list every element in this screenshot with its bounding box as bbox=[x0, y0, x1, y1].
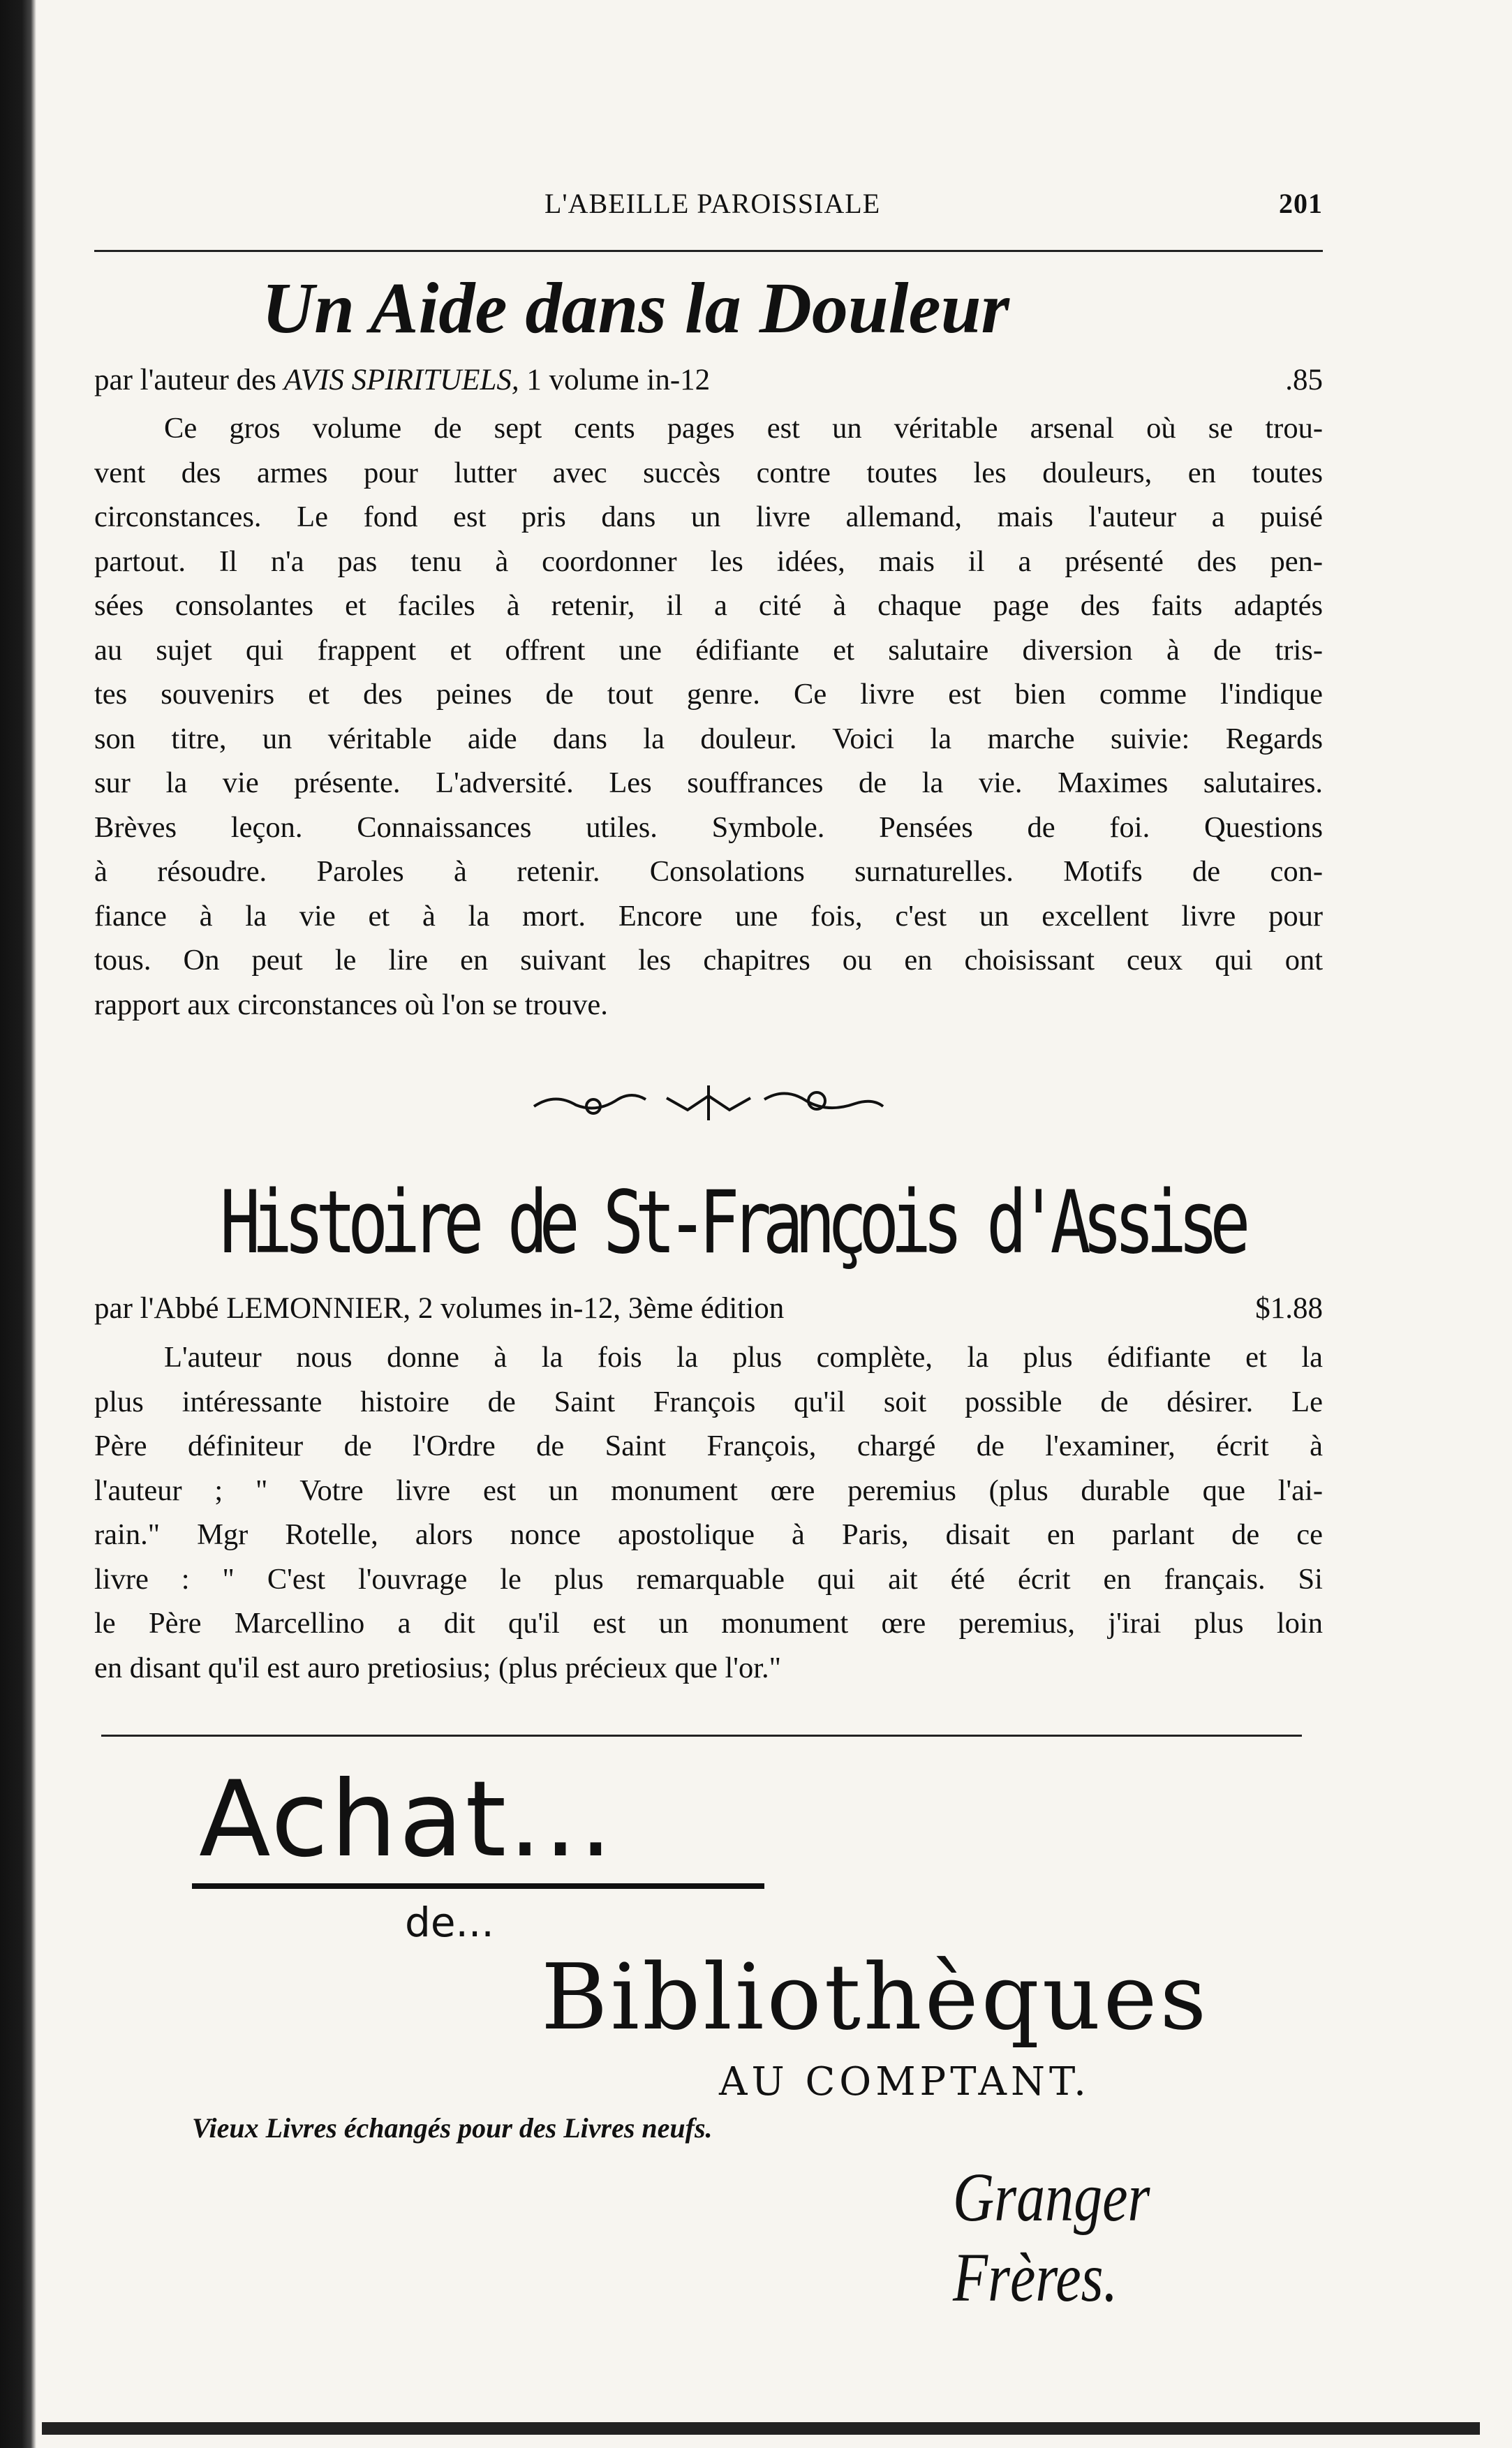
article2-line: plus intéressante histoire de Saint François qu'il soit possible de désirer. Le bbox=[94, 1385, 1323, 1418]
article1-title: Un Aide dans la Douleur bbox=[262, 268, 1010, 348]
ad-de: de... bbox=[405, 1899, 494, 1946]
article2-line: rain." Mgr Rotelle, alors nonce apostolique à Paris, disait en parlant de ce bbox=[94, 1518, 1323, 1551]
ad-bibliotheques-heading: Bibliothèques bbox=[541, 1944, 1210, 2050]
article1-line: rapport aux circonstances où l'on se trouve. bbox=[94, 988, 608, 1021]
article2-line: le Père Marcellino a dit qu'il est un monument œre peremius, j'irai plus loin bbox=[94, 1607, 1323, 1640]
article1-line: tous. On peut le lire en suivant les chapitres ou en choisissant ceux qui ont bbox=[94, 944, 1323, 977]
article2-line: en disant qu'il est auro pretiosius; (plus précieux que l'or." bbox=[94, 1651, 781, 1684]
article2-line: l'auteur ; " Votre livre est un monument œre peremius (plus durable que l'ai- bbox=[94, 1474, 1323, 1507]
ad-tagline: Vieux Livres échangés pour des Livres neufs. bbox=[192, 2112, 713, 2144]
article1-line: partout. Il n'a pas tenu à coordonner les idées, mais il a présenté des pen- bbox=[94, 544, 1323, 578]
article1-byline-suffix: 1 volume in-12 bbox=[519, 364, 711, 396]
scanned-page-edge bbox=[0, 0, 36, 2448]
article1-line: circonstances. Le fond est pris dans un livre allemand, mais l'auteur a puisé bbox=[94, 500, 1323, 533]
article2-byline bbox=[94, 1291, 1323, 1326]
article2-line: L'auteur nous donne à la fois la plus complète, la plus édifiante et la bbox=[164, 1341, 1323, 1374]
section-rule bbox=[101, 1735, 1302, 1737]
article2-price: $1.88 bbox=[1255, 1292, 1323, 1325]
ad-comptant: AU COMPTANT. bbox=[719, 2059, 1090, 2105]
ad-achat-heading: Achat... bbox=[199, 1759, 615, 1880]
article1-line: au sujet qui frappent et offrent une édifiante et salutaire diversion à de tris- bbox=[94, 633, 1323, 667]
ornament-divider bbox=[527, 1078, 890, 1127]
ad-signature: Granger Frères. bbox=[953, 2158, 1150, 2316]
header-rule bbox=[94, 250, 1323, 252]
article1-line: tes souvenirs et des peines de tout genre. Ce livre est bien comme l'indique bbox=[94, 678, 1323, 711]
page-number: 201 bbox=[1279, 188, 1323, 219]
article1-line: Brèves leçon. Connaissances utiles. Symbole. Pensées de foi. Questions bbox=[94, 810, 1323, 844]
article1-line: son titre, un véritable aide dans la douleur. Voici la marche suivie: Regards bbox=[94, 722, 1323, 755]
article1-line: sées consolantes et faciles à retenir, il a cité à chaque page des faits adaptés bbox=[94, 589, 1323, 622]
ad-underline-rule bbox=[192, 1883, 764, 1889]
article2-body bbox=[94, 1335, 1323, 1690]
article1-byline bbox=[94, 363, 1323, 397]
article1-line: à résoudre. Paroles à retenir. Consolations surnaturelles. Motifs de con- bbox=[94, 855, 1323, 888]
article1-line: vent des armes pour lutter avec succès contre toutes les douleurs, en toutes bbox=[94, 456, 1323, 489]
running-header bbox=[94, 187, 1323, 229]
article1-byline-work: AVIS SPIRITUELS, bbox=[283, 364, 519, 396]
article1-body bbox=[94, 406, 1323, 1027]
article2-byline-text: par l'Abbé LEMONNIER, 2 volumes in-12, 3ème édition bbox=[94, 1292, 785, 1325]
article1-line: sur la vie présente. L'adversité. Les souffrances de la vie. Maximes salutaires. bbox=[94, 766, 1323, 799]
article2-title: Histoire de St-François d'Assise bbox=[220, 1173, 1243, 1273]
article2-line: livre : " C'est l'ouvrage le plus remarquable qui ait été écrit en français. Si bbox=[94, 1562, 1323, 1596]
article1-price: .85 bbox=[1285, 364, 1323, 396]
scanned-bottom-edge bbox=[42, 2422, 1480, 2435]
running-title: L'ABEILLE PAROISSIALE bbox=[544, 188, 881, 219]
article2-line: Père définiteur de l'Ordre de Saint François, chargé de l'examiner, écrit à bbox=[94, 1430, 1323, 1462]
article1-line: Ce gros volume de sept cents pages est un véritable arsenal où se trou- bbox=[164, 412, 1323, 445]
article1-line: fiance à la vie et à la mort. Encore une fois, c'est un excellent livre pour bbox=[94, 899, 1323, 933]
article1-byline-prefix: par l'auteur des bbox=[94, 364, 284, 396]
